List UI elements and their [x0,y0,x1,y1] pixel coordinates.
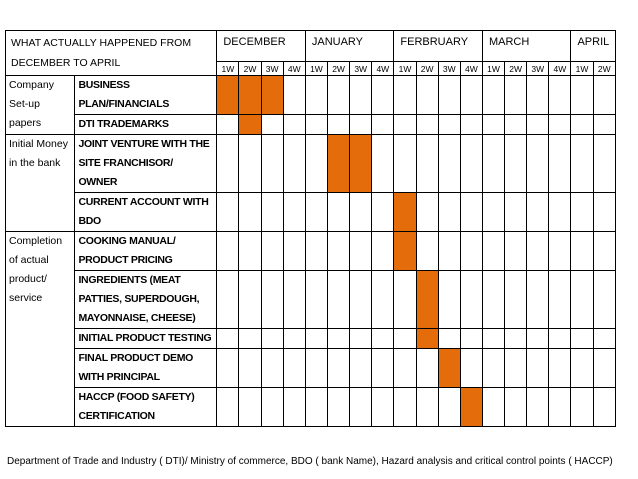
gantt-empty-cell [549,115,571,135]
month-march: MARCH [482,31,571,62]
gantt-empty-cell [505,135,527,193]
category-label: Company Set-up papers [6,76,75,135]
gantt-empty-cell [283,232,305,271]
gantt-empty-cell [261,115,283,135]
gantt-empty-cell [305,115,327,135]
gantt-empty-cell [571,271,593,329]
gantt-empty-cell [283,115,305,135]
gantt-empty-cell [305,388,327,427]
gantt-bar-cell [460,388,482,427]
gantt-empty-cell [416,349,438,388]
week-header-cell: 1W [394,62,416,76]
week-header-cell: 1W [305,62,327,76]
gantt-empty-cell [328,193,350,232]
week-header-cell: 3W [350,62,372,76]
gantt-empty-cell [482,232,504,271]
chart-title: WHAT ACTUALLY HAPPENED FROM DECEMBER TO APRIL [6,31,217,76]
gantt-empty-cell [438,232,460,271]
gantt-empty-cell [261,329,283,349]
week-header-cell: 4W [460,62,482,76]
gantt-empty-cell [394,388,416,427]
gantt-empty-cell [372,135,394,193]
week-header-cell: 2W [593,62,615,76]
gantt-empty-cell [394,135,416,193]
gantt-empty-cell [394,115,416,135]
week-header-cell: 3W [527,62,549,76]
month-header-row [6,31,616,62]
task-row [6,232,616,271]
gantt-empty-cell [261,232,283,271]
gantt-empty-cell [416,76,438,115]
gantt-empty-cell [527,115,549,135]
gantt-empty-cell [571,115,593,135]
gantt-empty-cell [261,135,283,193]
gantt-empty-cell [416,388,438,427]
footnote: Department of Trade and Industry ( DTI)/ Ministry of commerce, BDO ( bank Name), Hazard analysis and critical control points ( HACCP) [7,456,613,467]
gantt-empty-cell [283,271,305,329]
gantt-bar-cell [217,76,239,115]
gantt-empty-cell [372,115,394,135]
gantt-empty-cell [593,388,615,427]
gantt-bar-cell [328,135,350,193]
gantt-empty-cell [328,115,350,135]
gantt-empty-cell [571,76,593,115]
category-label: Completion of actual product/ service [6,232,75,427]
gantt-empty-cell [394,349,416,388]
gantt-table [5,30,616,427]
gantt-empty-cell [571,388,593,427]
gantt-bar-cell [239,76,261,115]
gantt-empty-cell [350,193,372,232]
gantt-empty-cell [394,76,416,115]
gantt-empty-cell [482,135,504,193]
week-header-cell: 4W [372,62,394,76]
gantt-empty-cell [328,349,350,388]
gantt-empty-cell [482,76,504,115]
gantt-empty-cell [283,76,305,115]
gantt-empty-cell [283,193,305,232]
gantt-empty-cell [527,329,549,349]
gantt-empty-cell [438,329,460,349]
week-header-cell: 2W [239,62,261,76]
gantt-empty-cell [438,193,460,232]
task-name: INGREDIENTS (MEAT PATTIES, SUPERDOUGH, MAYONNAISE, CHEESE) [75,271,217,329]
gantt-empty-cell [350,232,372,271]
gantt-empty-cell [416,193,438,232]
week-header-cell: 1W [571,62,593,76]
task-row [6,135,616,193]
week-header-cell: 1W [482,62,504,76]
gantt-empty-cell [372,388,394,427]
gantt-empty-cell [283,388,305,427]
gantt-empty-cell [505,76,527,115]
gantt-empty-cell [505,271,527,329]
gantt-empty-cell [261,349,283,388]
gantt-empty-cell [571,329,593,349]
gantt-empty-cell [217,329,239,349]
gantt-empty-cell [350,115,372,135]
gantt-bar-cell [416,329,438,349]
gantt-empty-cell [217,115,239,135]
gantt-empty-cell [482,271,504,329]
gantt-empty-cell [571,349,593,388]
gantt-empty-cell [305,271,327,329]
task-name: COOKING MANUAL/ PRODUCT PRICING [75,232,217,271]
task-row [6,329,616,349]
month-april: APRIL [571,31,616,62]
gantt-empty-cell [549,329,571,349]
gantt-empty-cell [217,388,239,427]
gantt-empty-cell [593,76,615,115]
gantt-bar-cell [394,193,416,232]
gantt-empty-cell [482,193,504,232]
gantt-empty-cell [239,388,261,427]
gantt-empty-cell [527,349,549,388]
gantt-empty-cell [261,193,283,232]
gantt-empty-cell [505,193,527,232]
gantt-empty-cell [350,329,372,349]
gantt-empty-cell [328,76,350,115]
gantt-empty-cell [460,135,482,193]
gantt-empty-cell [593,329,615,349]
gantt-empty-cell [305,349,327,388]
gantt-empty-cell [372,329,394,349]
task-name: JOINT VENTURE WITH THE SITE FRANCHISOR/ OWNER [75,135,217,193]
task-row [6,115,616,135]
task-row [6,193,616,232]
gantt-empty-cell [593,135,615,193]
gantt-empty-cell [438,76,460,115]
task-name: CURRENT ACCOUNT WITH BDO [75,193,217,232]
gantt-empty-cell [527,388,549,427]
gantt-empty-cell [482,388,504,427]
gantt-empty-cell [549,232,571,271]
week-header-cell: 4W [283,62,305,76]
gantt-empty-cell [505,232,527,271]
gantt-empty-cell [217,135,239,193]
gantt-empty-cell [549,388,571,427]
gantt-empty-cell [549,349,571,388]
task-name: FINAL PRODUCT DEMO WITH PRINCIPAL [75,349,217,388]
gantt-empty-cell [460,115,482,135]
task-row [6,76,616,115]
gantt-empty-cell [593,193,615,232]
gantt-empty-cell [527,232,549,271]
gantt-empty-cell [261,271,283,329]
gantt-bar-cell [261,76,283,115]
gantt-empty-cell [482,115,504,135]
gantt-empty-cell [460,193,482,232]
gantt-empty-cell [460,76,482,115]
week-header-cell: 1W [217,62,239,76]
gantt-empty-cell [438,115,460,135]
gantt-empty-cell [283,329,305,349]
month-december: DECEMBER [217,31,306,62]
gantt-empty-cell [305,135,327,193]
gantt-empty-cell [283,135,305,193]
gantt-empty-cell [305,193,327,232]
gantt-empty-cell [217,232,239,271]
task-row [6,349,616,388]
gantt-empty-cell [416,115,438,135]
gantt-empty-cell [372,76,394,115]
gantt-empty-cell [505,388,527,427]
gantt-empty-cell [305,76,327,115]
gantt-bar-cell [350,135,372,193]
gantt-empty-cell [305,232,327,271]
gantt-empty-cell [350,349,372,388]
gantt-empty-cell [571,193,593,232]
gantt-empty-cell [438,388,460,427]
gantt-empty-cell [527,76,549,115]
task-row [6,271,616,329]
gantt-empty-cell [593,271,615,329]
task-name: BUSINESS PLAN/FINANCIALS [75,76,217,115]
gantt-empty-cell [328,232,350,271]
gantt-bar-cell [438,349,460,388]
gantt-empty-cell [394,329,416,349]
gantt-empty-cell [372,193,394,232]
task-name: INITIAL PRODUCT TESTING [75,329,217,349]
gantt-empty-cell [460,329,482,349]
gantt-bar-cell [394,232,416,271]
month-january: JANUARY [305,31,394,62]
gantt-empty-cell [350,76,372,115]
gantt-empty-cell [372,232,394,271]
gantt-empty-cell [438,271,460,329]
week-header-cell: 2W [505,62,527,76]
gantt-empty-cell [571,232,593,271]
gantt-empty-cell [217,349,239,388]
gantt-empty-cell [571,135,593,193]
gantt-empty-cell [372,349,394,388]
gantt-empty-cell [217,193,239,232]
gantt-empty-cell [394,271,416,329]
gantt-empty-cell [593,115,615,135]
gantt-empty-cell [328,388,350,427]
gantt-empty-cell [239,232,261,271]
gantt-empty-cell [527,193,549,232]
month-february: FERBRUARY [394,31,483,62]
week-header-cell: 3W [438,62,460,76]
gantt-empty-cell [527,135,549,193]
week-header-cell: 2W [416,62,438,76]
gantt-bar-cell [239,115,261,135]
gantt-empty-cell [239,329,261,349]
gantt-empty-cell [505,329,527,349]
week-header-cell: 4W [549,62,571,76]
gantt-empty-cell [350,388,372,427]
gantt-empty-cell [328,329,350,349]
task-row [6,388,616,427]
week-header-cell: 3W [261,62,283,76]
gantt-empty-cell [217,271,239,329]
gantt-empty-cell [328,271,350,329]
gantt-empty-cell [482,349,504,388]
gantt-empty-cell [261,388,283,427]
gantt-empty-cell [239,271,261,329]
week-header-cell: 2W [328,62,350,76]
task-name: HACCP (FOOD SAFETY) CERTIFICATION [75,388,217,427]
gantt-empty-cell [283,349,305,388]
gantt-empty-cell [372,271,394,329]
gantt-empty-cell [593,232,615,271]
category-label: Initial Money in the bank [6,135,75,232]
gantt-empty-cell [505,349,527,388]
task-name: DTI TRADEMARKS [75,115,217,135]
gantt-empty-cell [505,115,527,135]
gantt-empty-cell [239,349,261,388]
gantt-empty-cell [527,271,549,329]
gantt-bar-cell [416,271,438,329]
gantt-empty-cell [549,135,571,193]
gantt-empty-cell [460,232,482,271]
gantt-empty-cell [438,135,460,193]
gantt-empty-cell [549,76,571,115]
gantt-empty-cell [482,329,504,349]
gantt-empty-cell [549,193,571,232]
gantt-empty-cell [416,232,438,271]
gantt-empty-cell [350,271,372,329]
gantt-empty-cell [239,193,261,232]
gantt-empty-cell [416,135,438,193]
gantt-empty-cell [460,349,482,388]
gantt-empty-cell [239,135,261,193]
gantt-empty-cell [593,349,615,388]
gantt-empty-cell [305,329,327,349]
gantt-empty-cell [460,271,482,329]
gantt-empty-cell [549,271,571,329]
